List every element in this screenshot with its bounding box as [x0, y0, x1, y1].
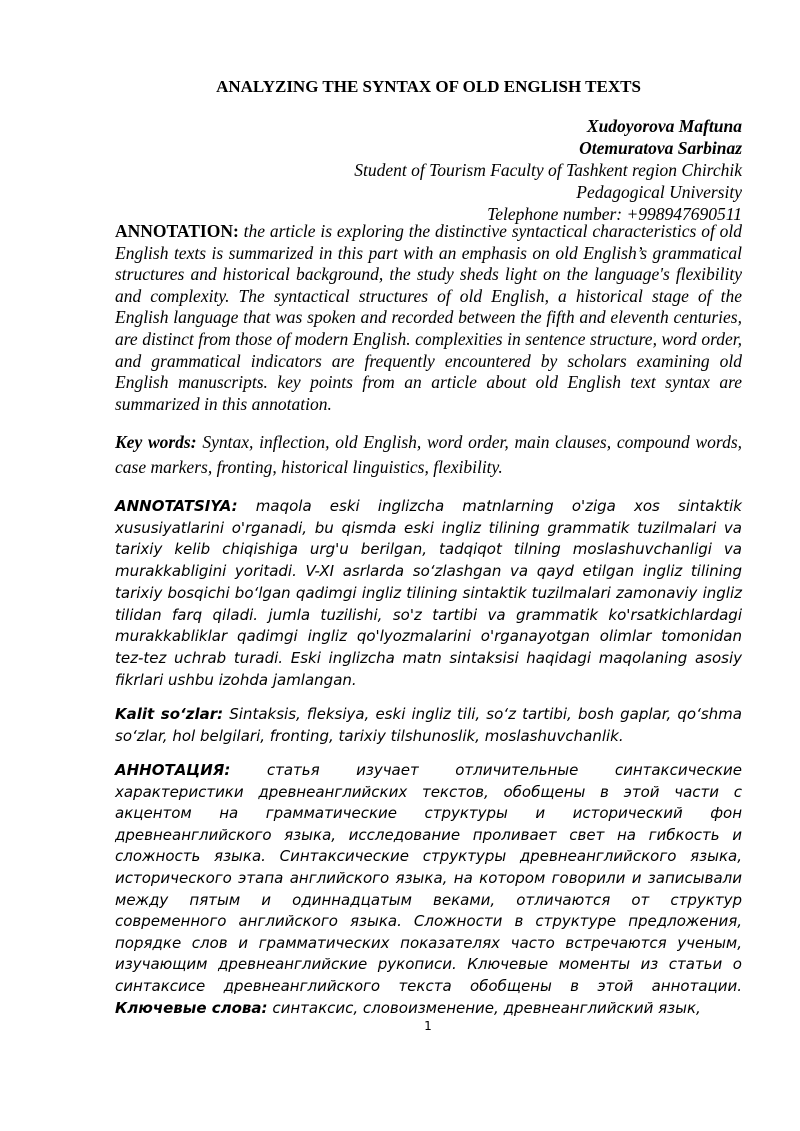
annotatsiya-text: maqola eski inglizcha matnlarning o'ziga xos sintaktik xususiyatlarini o'rganadi, bu qismda eski ingliz tilining grammatik tuzilmalari va tarixiy kelib chiqishiga urg'u berilgan, tadqiqot tilning moslashuvchanligi va murakkabligini yoritadi. V-XI asrlarda so‘zlashgan va qayd etilgan ingliz tilining tarixiy bosqichi bo‘lgan qadimgi ingliz tilining sintaktik tuzilmalari zamonaviy ingliz tilidan farq qiladi. jumla tuzilishi, so'z tartibi va grammatik ko'rsatkichlardagi murakkabliklar qadimgi ingliz qo'lyozmalarini o'rganayotgan olimlar tomonidan tez-tez uchrab turadi. Eski inglizcha matn sintaksisi haqidagi maqolaning asosiy fikrlari ushbu izohda jamlangan. [115, 497, 742, 689]
author-name: Otemuratova Sarbinaz [579, 138, 742, 158]
annotatsiya-heading: ANNOTATSIYA: [115, 497, 238, 515]
keywords-paragraph [115, 430, 742, 480]
page-number: 1 [424, 1019, 432, 1033]
keywords-heading: Key words: [115, 432, 197, 452]
russian-annotation-text: статья изучает отличительные синтаксические характеристики древнеанглийских текстов, обобщены в этой части с акцентом на грамматические структуры и исторический фон древнеанглийского языка, исследование проливает свет на гибкость и сложность языка. Синтаксические структуры древнеанглийского языка, исторического этапа английского языка, на котором говорили и записывали между пятым и одиннадцатым веками, отличаются от структур современного английского языка. Сложности в структуре предложения, порядке слов и грамматических показателях часто встречаются ученым, изучающим древнеанглийские рукописи. Ключевые моменты из статьи о синтаксисе древнеанглийского текста обобщены в этой аннотации. [115, 761, 742, 995]
russian-annotation-heading: АННОТАЦИЯ: [115, 761, 231, 779]
affiliation-line: Student of Tourism Faculty of Tashkent region Chirchik [354, 160, 742, 180]
annotation-text: the article is exploring the distinctive syntactical characteristics of old English texts is summarized in this part with an emphasis on old English’s grammatical structures and historical background, the study sheds light on the language's flexibility and complexity. The syntactical structures of old English, a historical stage of the English language that was spoken and recorded between the fifth and eleventh centuries, are distinct from those of modern English. complexities in sentence structure, word order, and grammatical indicators are frequently encountered by scholars examining old English manuscripts. key points from an article about old English text syntax are summarized in this annotation. [115, 221, 742, 414]
paper-title: ANALYZING THE SYNTAX OF OLD ENGLISH TEXTS [216, 77, 641, 96]
kalit-sozlar-paragraph [115, 704, 742, 747]
author-block [354, 115, 742, 225]
russian-keywords-text: синтаксис, словоизменение, древнеанглийский язык, [272, 998, 701, 1017]
annotation-paragraph [115, 221, 742, 415]
russian-annotation-paragraph [115, 760, 742, 1019]
telephone-line: Telephone number: +998947690511 [487, 204, 742, 224]
author-name: Xudoyorova Maftuna [586, 116, 742, 136]
annotation-heading: ANNOTATION: [115, 221, 239, 241]
kalit-sozlar-text: Sintaksis, fleksiya, eski ingliz tili, so‘z tartibi, bosh gaplar, qo‘shma so‘zlar, hol belgilari, fronting, tarixiy tilshunoslik, moslashuvchanlik. [115, 705, 742, 745]
affiliation-line: Pedagogical University [576, 182, 742, 202]
kalit-sozlar-heading: Kalit so‘zlar: [115, 705, 224, 723]
russian-keywords-heading: Ключевые слова: [115, 998, 268, 1017]
keywords-text: Syntax, inflection, old English, word order, main clauses, compound words, case markers, fronting, historical linguistics, flexibility. [115, 432, 743, 477]
annotatsiya-paragraph [115, 496, 742, 691]
